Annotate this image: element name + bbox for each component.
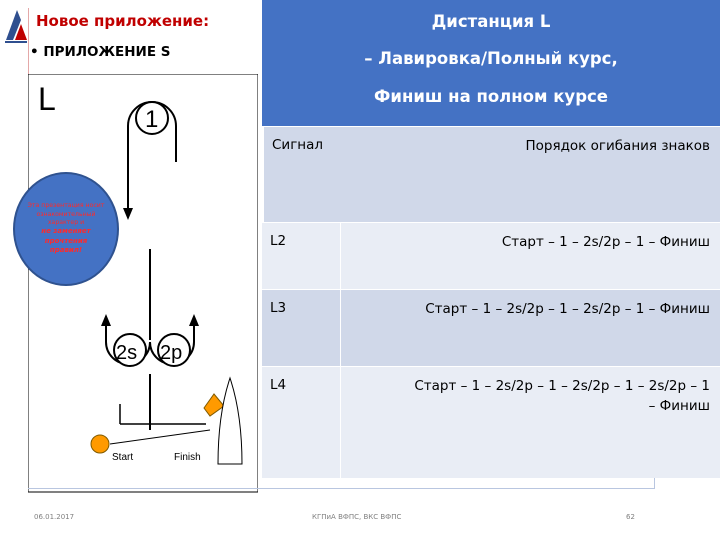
disclaimer-badge	[13, 172, 119, 286]
col-order-header: Порядок огибания знаков	[525, 138, 710, 154]
bottom-rule-tick	[654, 478, 655, 489]
table-row	[262, 223, 720, 289]
footer-date: 06.01.2017	[34, 513, 75, 521]
start-label: Start	[112, 452, 134, 463]
finish-label: Finish	[174, 452, 201, 463]
mark-2p-label: 2p	[160, 342, 183, 364]
table-title-line3: Финиш на полном курсе	[374, 87, 608, 106]
col-signal-header: Сигнал	[272, 137, 324, 153]
row-order: Старт – 1 – 2s/2p – 1 – 2s/2p – 1 – Финиш	[425, 301, 710, 317]
mark-1-label: 1	[145, 106, 159, 133]
row-signal: L4	[270, 377, 287, 393]
table-title-line2: – Лавировка/Полный курс,	[364, 49, 618, 68]
table-row	[262, 367, 720, 478]
start-mark	[91, 435, 109, 453]
mark-2s-label: 2s	[116, 342, 138, 364]
row-signal: L2	[270, 233, 287, 249]
disclaimer-emphasis: не заменяет прочтения	[41, 227, 91, 245]
table-header-row	[262, 127, 720, 222]
row-signal: L3	[270, 300, 287, 316]
disclaimer-rules: правил!	[49, 246, 83, 255]
row-order-line2: – Финиш	[648, 397, 710, 414]
row-order	[414, 377, 710, 416]
row-order: Старт – 1 – 2s/2p – 1 – Финиш	[501, 234, 710, 250]
footer-page: 62	[626, 513, 635, 521]
table-row	[262, 290, 720, 366]
course-letter: L	[38, 81, 56, 117]
footer-org: КГПиА ВФПС, ВКС ВФПС	[312, 513, 402, 521]
federation-logo	[3, 6, 31, 46]
table-title-line1: Дистанция L	[431, 12, 551, 31]
disclaimer-text: Эта презентация носит ознакомительный характер и	[27, 202, 105, 227]
slide-bullet: • ПРИЛОЖЕНИЕ S	[30, 44, 171, 60]
table-title	[262, 0, 720, 126]
slide-heading: Новое приложение:	[36, 12, 210, 30]
row-order-line1: Старт – 1 – 2s/2p – 1 – 2s/2p – 1 – 2s/2p – 1	[414, 378, 710, 394]
bottom-rule	[28, 488, 654, 489]
